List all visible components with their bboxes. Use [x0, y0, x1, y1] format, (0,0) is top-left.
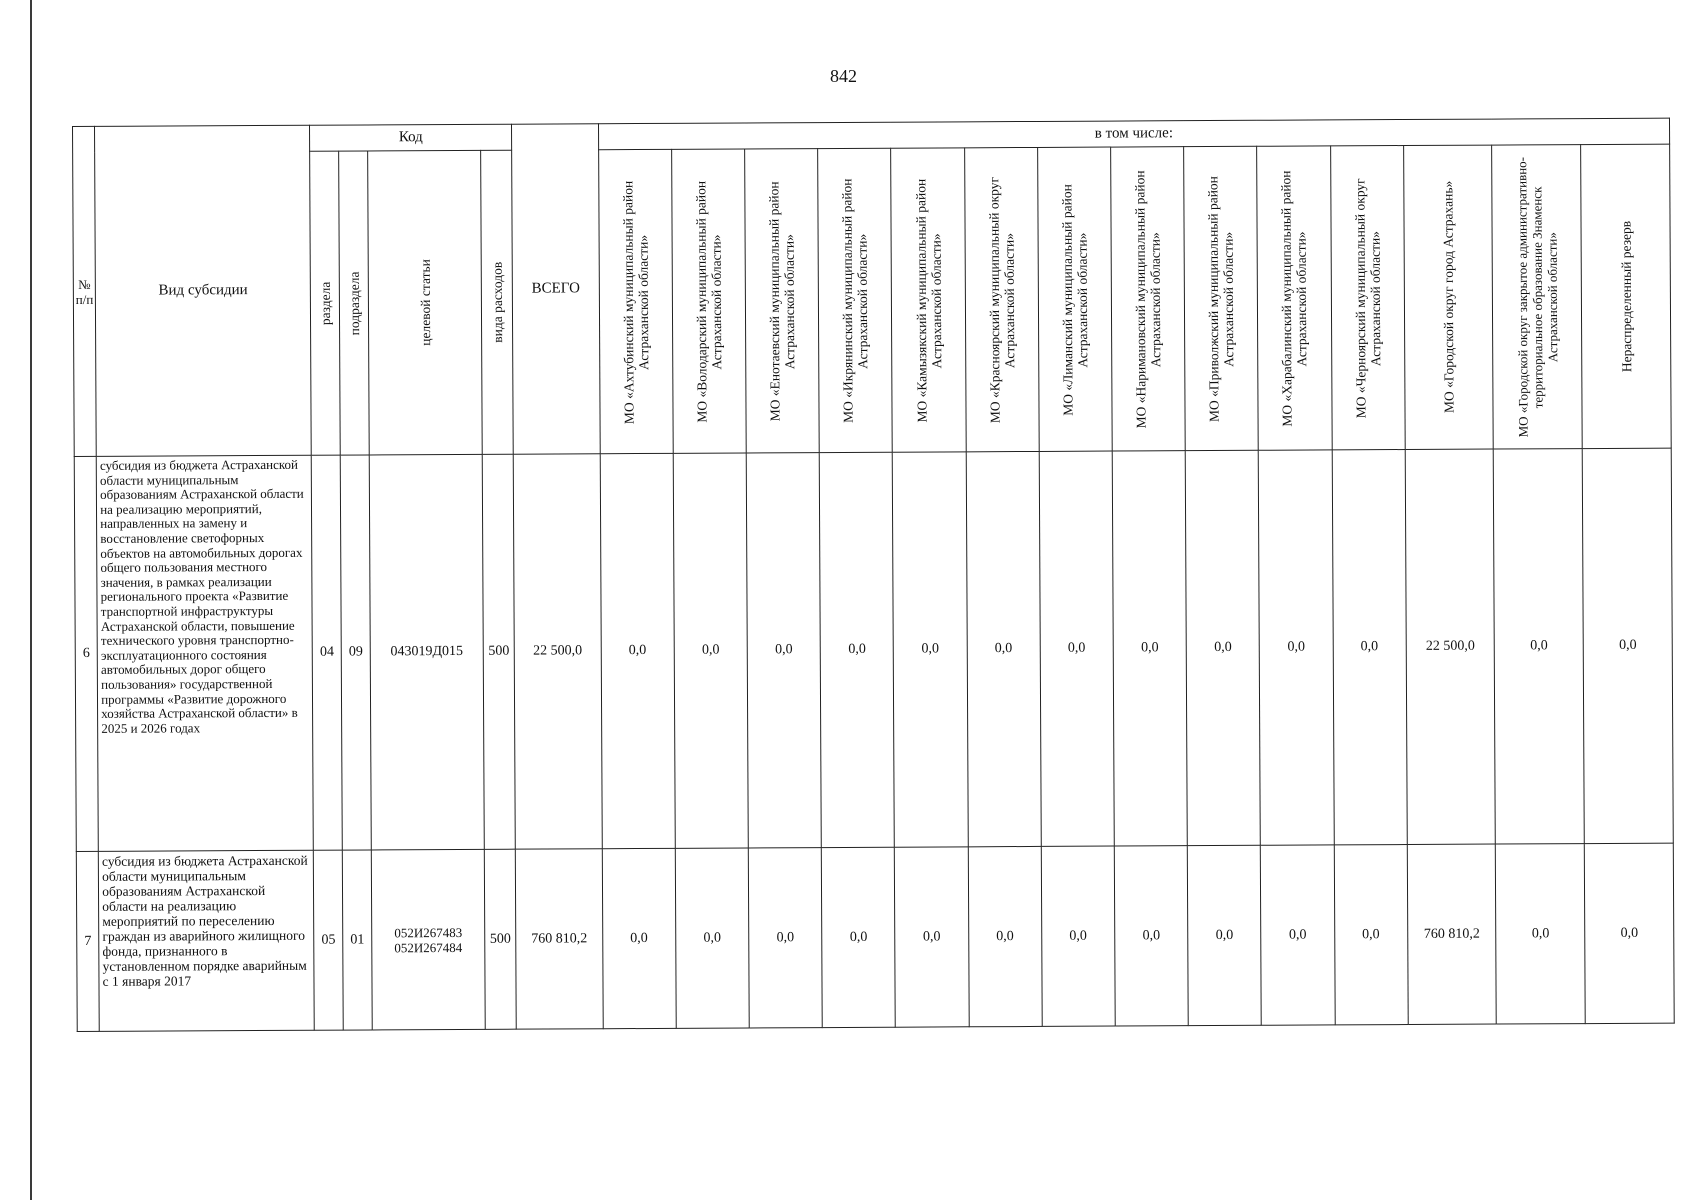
mo-label-1: МО «Ахтубинский муниципальный район Астраханской области» [620, 179, 652, 424]
mo-header-11 [1330, 146, 1405, 450]
mo-header-3 [745, 149, 820, 453]
row-value: 0,0 [1261, 845, 1335, 1025]
mo-label-11: МО «Черноярский муниципальный округ Астраханской области» [1351, 177, 1383, 418]
row-subsection: 01 [342, 850, 372, 1030]
reserve-header [1581, 144, 1671, 448]
mo-header-5 [891, 148, 966, 452]
row-target [371, 849, 485, 1030]
table-row [76, 843, 1674, 1031]
mo-label-9: МО «Приволжский муниципальный район Астраханской области» [1205, 175, 1237, 422]
row-description: субсидия из бюджета Астраханской области муниципальным образованиям Астраханской области на реализацию мероприятий, направленных на замену и восстановление светофорных объектов на автомобильных дорогах общего пользования местного значения, в рамках реализации регионального проекта «Развитие транспортной инфраструктуры Астраханской области, повышение технического уровня транспортно-эксплуатационного состояния автомобильных дорог общего пользования» государственной программы «Развитие дорожного хозяйства Астраханской области» в 2025 и 2026 годах [96, 455, 313, 851]
row-value: 0,0 [1496, 844, 1586, 1024]
code-section-label: раздела [317, 281, 333, 325]
reserve-label: Нераспределенный резерв [1618, 220, 1634, 373]
row-value: 0,0 [748, 848, 822, 1028]
type-header: Вид субсидии [95, 125, 312, 456]
mo-label-4: МО «Икрянинский муниципальный район Астраханской области» [839, 178, 871, 423]
row-value: 0,0 [1334, 845, 1408, 1025]
header-row-bottom [73, 144, 1672, 456]
row-section: 05 [314, 850, 344, 1030]
mo-header-1 [598, 149, 673, 453]
mo-header-7 [1037, 147, 1112, 451]
code-subsection-header [339, 151, 369, 455]
row-total: 22 500,0 [513, 454, 602, 849]
row-value: 0,0 [1582, 448, 1673, 843]
num-header-label: № п/п [75, 276, 94, 307]
row-value: 0,0 [1041, 846, 1115, 1026]
row-value: 0,0 [1259, 450, 1334, 845]
row-value: 0,0 [895, 847, 969, 1027]
row-value: 0,0 [602, 848, 676, 1028]
row-description: субсидия из бюджета Астраханской области муниципальным образованиям Астраханской области на реализацию мероприятий по переселению граждан из аварийного жилищного фонда, признанного в установленном порядке аварийным с 1 января 2017 [98, 850, 314, 1031]
mo-header-9 [1184, 146, 1259, 450]
mo-header-4 [818, 148, 893, 452]
row-value: 760 810,2 [1407, 844, 1497, 1024]
row-value: 0,0 [893, 452, 968, 847]
code-expense-header [481, 150, 514, 454]
row-value: 0,0 [968, 846, 1042, 1026]
mo-header-2 [671, 149, 746, 453]
row-target: 043019Д015 [369, 454, 484, 850]
mo-label-2: МО «Володарский муниципальный район Астраханской области» [693, 180, 725, 423]
mo-header-8 [1111, 147, 1186, 451]
mo-label-10: МО «Харабалинский муниципальный район Астраханской области» [1278, 170, 1310, 427]
code-target-label: целевой статьи [417, 259, 433, 346]
row-value: 0,0 [1112, 451, 1187, 846]
mo-header-12 [1403, 145, 1493, 449]
row-value: 0,0 [966, 451, 1041, 846]
row-total: 760 810,2 [515, 849, 602, 1029]
row-value: 0,0 [1494, 449, 1585, 844]
row-value: 0,0 [1332, 450, 1407, 845]
row-value: 0,0 [819, 452, 894, 847]
page-number: 842 [830, 66, 857, 86]
row-number: 7 [76, 851, 99, 1031]
row-expense: 500 [484, 849, 516, 1029]
including-header: в том числе: [598, 118, 1669, 150]
code-target-header [368, 150, 483, 455]
row-value: 0,0 [746, 453, 821, 848]
mo-label-5: МО «Камызякский муниципальный район Астраханской области» [912, 178, 944, 422]
row-subsection: 09 [340, 455, 371, 850]
row-expense: 500 [482, 454, 515, 849]
mo-label-12: МО «Городской округ город Астрахань» [1440, 181, 1457, 414]
mo-header-6 [964, 147, 1039, 451]
row-value: 0,0 [1584, 843, 1674, 1023]
mo-header-13 [1492, 145, 1582, 449]
total-header: ВСЕГО [512, 124, 600, 454]
row-value: 22 500,0 [1405, 449, 1496, 844]
row-value: 0,0 [1039, 451, 1114, 846]
mo-label-13: МО «Городской округ закрытое административно-территориальное образование Знаменск Астраханской области» [1513, 156, 1561, 438]
row-number: 6 [74, 456, 98, 851]
row-value: 0,0 [1114, 846, 1188, 1026]
row-value: 0,0 [673, 453, 748, 848]
subsidy-table [72, 118, 1675, 1032]
mo-label-8: МО «Наримановский муниципальный район Астраханской области» [1132, 169, 1164, 428]
code-expense-label: вида расходов [489, 261, 505, 343]
code-subsection-label: подраздела [346, 271, 362, 336]
row-value: 0,0 [822, 847, 896, 1027]
row-value: 0,0 [1187, 845, 1261, 1025]
row-target-line-1: 052И267483 [394, 924, 463, 940]
mo-label-3: МО «Енотаевский муниципальный район Астраханской области» [766, 180, 798, 421]
row-value: 0,0 [675, 848, 749, 1028]
row-value: 0,0 [1185, 450, 1260, 845]
code-group-header: Код [310, 124, 512, 151]
num-header [73, 126, 97, 456]
mo-label-7: МО «Лиманский муниципальный район Астраханской области» [1059, 183, 1091, 416]
row-value: 0,0 [600, 453, 675, 848]
binding-margin-line [30, 0, 32, 1200]
code-section-header [310, 151, 340, 455]
mo-header-10 [1257, 146, 1332, 450]
row-target-line-2: 052И267484 [394, 939, 463, 955]
mo-label-6: МО «Красноярский муниципальный округ Астраханской области» [985, 176, 1017, 423]
table-row [74, 448, 1673, 851]
row-section: 04 [312, 455, 343, 850]
